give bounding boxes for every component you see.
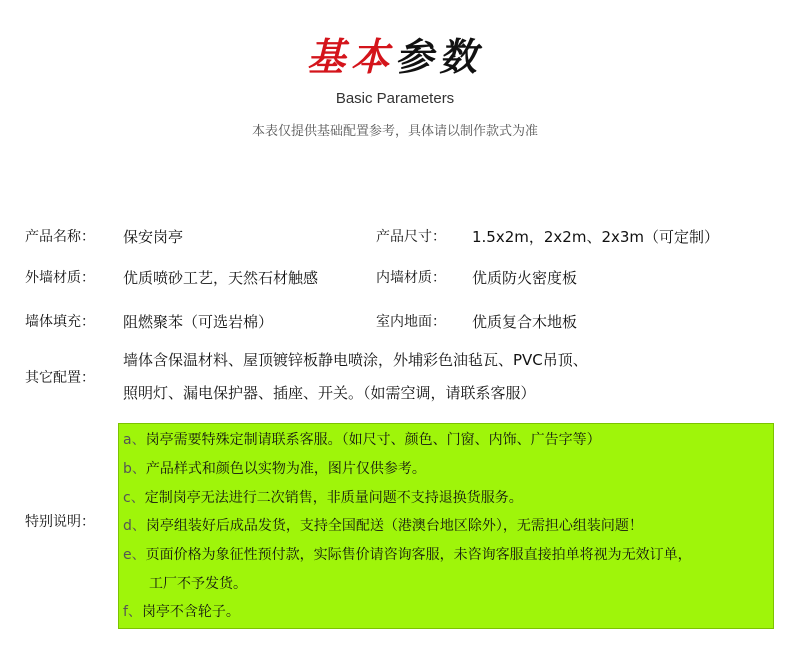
indoor-floor-label: 室内地面：	[376, 314, 446, 330]
product-name-label: 产品名称：	[25, 229, 95, 245]
note-item: b、产品样式和颜色以实物为准，图片仅供参考。	[123, 461, 426, 477]
title-part-black: 参数	[395, 34, 484, 79]
product-size-label: 产品尺寸：	[376, 229, 446, 245]
outer-wall-label: 外墙材质：	[25, 270, 95, 286]
subtitle-note: 本表仅提供基础配置参考，具体请以制作款式为准	[251, 124, 538, 139]
note-item: f、岗亭不含轮子。	[123, 604, 240, 620]
english-title: Basic Parameters	[335, 90, 455, 107]
inner-wall-value: 优质防火密度板	[472, 269, 578, 287]
inner-wall-label: 内墙材质：	[376, 270, 446, 286]
other-config-line1: 墙体含保温材料、屋顶镀锌板静电喷涂，外埔彩色油毡瓦、PVC吊顶、	[123, 351, 588, 369]
title-part-red: 基本	[306, 34, 395, 79]
special-notes-label: 特别说明：	[25, 514, 95, 530]
note-item-continuation: 工厂不予发货。	[149, 576, 247, 592]
page-title	[0, 34, 790, 80]
note-item: a、岗亭需要特殊定制请联系客服。（如尺寸、颜色、门窗、内饰、广告字等）	[123, 432, 601, 448]
indoor-floor-value: 优质复合木地板	[472, 313, 578, 331]
special-notes-box	[118, 423, 774, 629]
outer-wall-value: 优质喷砂工艺，天然石材触感	[123, 269, 319, 287]
note-item: d、岗亭组装好后成品发货，支持全国配送（港澳台地区除外），无需担心组装问题！	[123, 518, 643, 534]
wall-fill-value: 阻燃聚苯（可选岩棉）	[123, 313, 274, 331]
product-name-value: 保安岗亭	[123, 228, 184, 246]
other-config-line2: 照明灯、漏电保护器、插座、开关。（如需空调，请联系客服）	[123, 384, 536, 402]
other-config-label: 其它配置：	[25, 370, 95, 386]
note-item: c、定制岗亭无法进行二次销售，非质量问题不支持退换货服务。	[123, 490, 523, 506]
product-size-value: 1.5x2m，2x2m、2x3m（可定制）	[472, 228, 720, 246]
wall-fill-label: 墙体填充：	[25, 314, 95, 330]
note-item: e、页面价格为象征性预付款，实际售价请咨询客服，未咨询客服直接拍单将视为无效订单，	[123, 547, 692, 563]
